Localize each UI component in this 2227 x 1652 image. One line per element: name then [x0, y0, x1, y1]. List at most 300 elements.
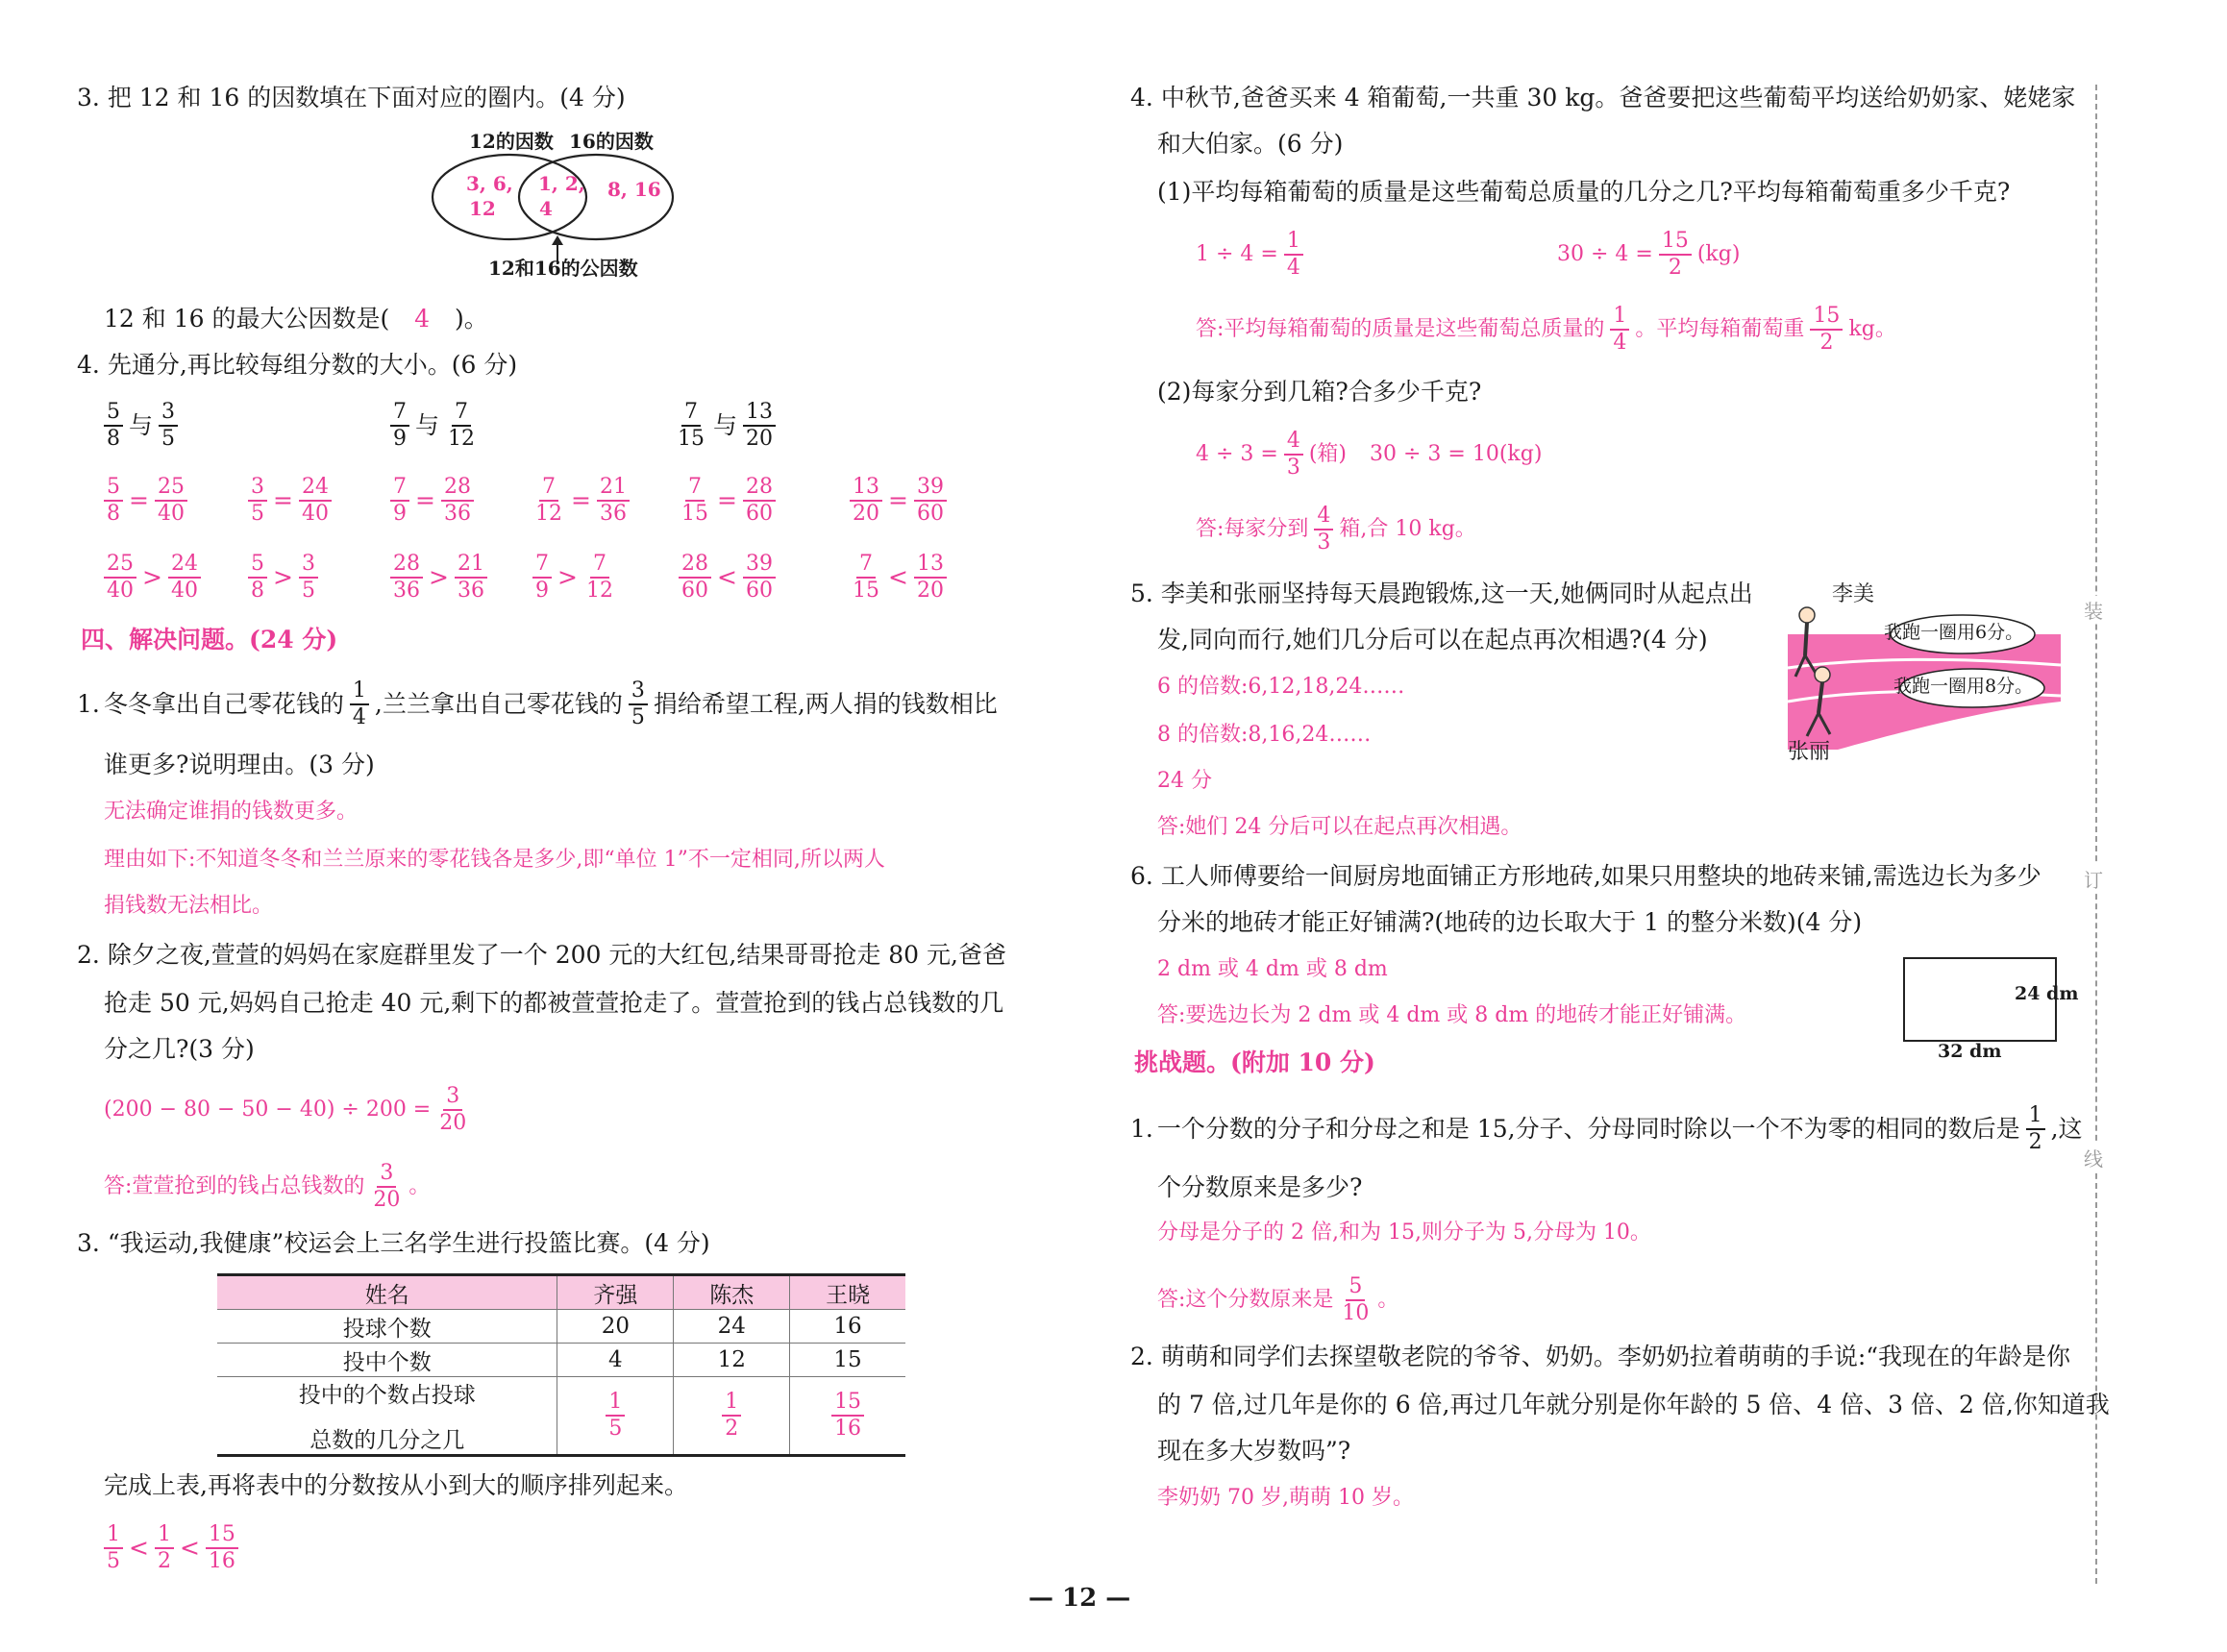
table-row — [217, 1377, 905, 1456]
fraction — [914, 477, 947, 525]
venn-arrow-head — [552, 235, 563, 245]
denominator: 36 — [599, 502, 627, 526]
g2-eq-a — [388, 477, 476, 525]
c1-ans2 — [1157, 1276, 1398, 1324]
table-cell: 投中个数 — [217, 1344, 557, 1377]
text-segment: 工人师傅要给一间厨房地面铺正方形地砖,如果只用整块的地砖来铺,需选边长为多少 — [1160, 862, 2041, 890]
numerator: 28 — [390, 554, 423, 579]
fraction — [1610, 306, 1629, 354]
fraction — [168, 554, 201, 602]
numerator: 1 — [155, 1524, 174, 1549]
text-segment: kg。 — [1848, 317, 1896, 342]
bubble-text-top: 我跑一圈用6分。 — [1884, 622, 2024, 643]
g1-frac-b — [159, 402, 178, 450]
numerator: 15 — [1810, 306, 1843, 331]
numerator: 7 — [539, 477, 558, 502]
p1-answer-2: 理由如下:不知道冬冬和兰兰原来的零花钱各是多少,即“单位 1”不一定相同,所以两人 — [104, 848, 885, 872]
denominator: 4 — [1286, 256, 1300, 280]
fraction — [1284, 431, 1303, 479]
denominator: 60 — [745, 579, 773, 603]
fraction — [597, 477, 630, 525]
denominator: 36 — [457, 579, 484, 603]
yu-2: 与 — [415, 410, 440, 439]
p1-answer-1: 无法确定谁捐的钱数更多。 — [104, 800, 359, 824]
numerator: 5 — [1346, 1276, 1365, 1301]
text-segment: 。 — [1377, 1288, 1399, 1313]
gcd-prefix: 12 和 16 的最大公因数是( — [104, 305, 390, 333]
right-q5-ans1: 6 的倍数:6,12,18,24…… — [1157, 675, 1405, 699]
denominator: 2 — [157, 1549, 171, 1573]
scores-table — [217, 1273, 905, 1457]
c2-line3: 现在多大岁数吗”? — [1157, 1437, 1351, 1465]
text-segment: 2. — [77, 941, 100, 969]
g3-eq-b — [848, 477, 949, 525]
table-header-row — [217, 1275, 905, 1310]
numerator: 15 — [1659, 231, 1692, 256]
g1-frac-a — [104, 402, 123, 450]
c2-line1 — [1130, 1344, 2070, 1371]
fraction — [155, 477, 187, 525]
gcd-line — [104, 306, 488, 333]
denominator: 5 — [608, 1417, 623, 1441]
fraction — [299, 477, 332, 525]
denominator: 5 — [251, 502, 264, 526]
fraction — [1339, 1276, 1372, 1324]
right-q5-ans3: 24 分 — [1157, 769, 1212, 793]
denominator: 36 — [443, 502, 471, 526]
fraction — [104, 477, 123, 525]
numerator: 7 — [452, 402, 471, 427]
yu-3: 与 — [713, 410, 738, 439]
table-cell: 12 — [674, 1344, 790, 1377]
g1-cmp-common — [102, 554, 203, 602]
right-q4-answer1 — [1196, 306, 1896, 354]
denominator: 3 — [1286, 456, 1300, 480]
fraction — [2026, 1105, 2045, 1153]
text-segment: 30 ÷ 3 = 10(kg) — [1370, 442, 1543, 467]
runner-name-top: 李美 — [1832, 582, 1875, 606]
left-q3-line — [77, 85, 626, 112]
runner-bottom-head — [1815, 667, 1830, 682]
c1-line2: 个分数原来是多少? — [1157, 1173, 1363, 1201]
numerator: 24 — [299, 477, 332, 502]
denominator: 12 — [585, 579, 613, 603]
right-q4-sub1: (1)平均每箱葡萄的质量是这些葡萄总质量的几分之几?平均每箱葡萄重多少千克? — [1157, 178, 2011, 206]
fraction — [248, 554, 267, 602]
numerator: 15 — [206, 1524, 238, 1549]
fraction — [455, 554, 487, 602]
p2-line1 — [77, 942, 1006, 970]
denominator: 4 — [352, 705, 366, 729]
denominator: 9 — [393, 502, 407, 526]
denominator: 5 — [301, 579, 315, 603]
text-segment: > — [557, 562, 578, 591]
right-q6-line1 — [1130, 863, 2041, 891]
denominator: 40 — [170, 579, 198, 603]
denominator: 60 — [916, 502, 944, 526]
numerator: 7 — [390, 402, 409, 427]
denominator: 60 — [745, 502, 773, 526]
table-cell: 4 — [557, 1344, 674, 1377]
denominator: 40 — [157, 502, 185, 526]
venn-label-right: 16的因数 — [569, 130, 654, 153]
text-segment: 1. — [1130, 1114, 1153, 1143]
denominator: 15 — [853, 579, 879, 603]
fraction — [679, 477, 711, 525]
text-segment: 30 ÷ 4 = — [1557, 242, 1653, 267]
numerator: 28 — [743, 477, 776, 502]
challenge-heading: 挑战题。(附加 10 分) — [1134, 1048, 1375, 1076]
g2-cmp-orig — [531, 554, 618, 602]
numerator: 3 — [248, 477, 267, 502]
denominator: 40 — [107, 579, 134, 603]
text-segment: = — [571, 485, 591, 514]
text-segment: = — [129, 485, 149, 514]
venn-left-only-1: 3, 6, — [466, 172, 513, 195]
table-cell: 20 — [557, 1310, 674, 1344]
fraction — [743, 554, 776, 602]
table-row — [217, 1310, 905, 1344]
right-q5-line2: 发,同向而行,她们几分后可以在起点再次相遇?(4 分) — [1157, 626, 1708, 653]
numerator: 25 — [104, 554, 136, 579]
text-segment: 4. — [1130, 84, 1153, 111]
numerator: 3 — [299, 554, 318, 579]
fraction — [831, 1392, 864, 1440]
text-segment: 5. — [1130, 579, 1153, 607]
fraction — [1284, 231, 1303, 279]
c2-ans: 李奶奶 70 岁,萌萌 10 岁。 — [1157, 1486, 1414, 1510]
text-segment: (200 − 80 − 50 − 40) ÷ 200 = — [104, 1097, 432, 1122]
binding-mark: 订 — [2084, 865, 2103, 893]
denominator: 15 — [681, 502, 708, 526]
fraction — [914, 554, 947, 602]
denominator: 12 — [535, 502, 562, 526]
denominator: 12 — [448, 427, 476, 451]
g2-cmp-common — [388, 554, 489, 602]
denominator: 5 — [631, 705, 645, 729]
denominator: 20 — [916, 579, 944, 603]
fraction — [850, 554, 882, 602]
numerator: 13 — [914, 554, 947, 579]
text-segment: 。 — [408, 1174, 431, 1199]
numerator: 3 — [629, 680, 648, 705]
table-cell — [674, 1377, 790, 1456]
right-q5-line1 — [1130, 580, 1753, 608]
text-segment: (kg) — [1696, 242, 1741, 267]
g2-frac-a — [390, 402, 409, 450]
g1-eq-b — [246, 477, 334, 525]
right-q5-ans2: 8 的倍数:8,16,24…… — [1157, 723, 1372, 747]
p1-line2: 谁更多?说明理由。(3 分) — [104, 751, 375, 778]
text-segment: 6. — [1130, 862, 1153, 890]
g1-cmp-orig — [246, 554, 320, 602]
text-segment: 4 ÷ 3 = — [1196, 442, 1278, 467]
table-header-cell: 王晓 — [790, 1275, 905, 1310]
numerator: 7 — [856, 554, 876, 579]
g2-frac-b — [445, 402, 478, 450]
denominator: 16 — [208, 1549, 235, 1573]
denominator: 20 — [439, 1111, 467, 1135]
text-segment: 捐给希望工程,两人捐的钱数相比 — [653, 689, 998, 718]
fraction — [606, 1392, 625, 1440]
text-segment: < — [717, 562, 737, 591]
venn-common-2: 4 — [539, 197, 553, 220]
denominator: 16 — [834, 1417, 862, 1441]
denominator: 60 — [681, 579, 708, 603]
fraction — [743, 477, 776, 525]
table-cell: 15 — [790, 1344, 905, 1377]
right-q4-calc2 — [1557, 231, 1740, 279]
p3-order — [102, 1524, 240, 1572]
p2-calc — [104, 1086, 471, 1134]
denominator: 20 — [373, 1188, 401, 1212]
text-segment: = — [717, 485, 737, 514]
fraction — [679, 554, 711, 602]
p2-line2: 抢走 50 元,妈妈自己抢走 40 元,剩下的都被萱萱抢走了。萱萱抢到的钱占总钱数的几 — [104, 989, 1004, 1017]
g1-eq-a — [102, 477, 189, 525]
denominator: 8 — [251, 579, 264, 603]
yu-1: 与 — [129, 410, 154, 439]
numerator: 1 — [722, 1392, 741, 1417]
text-segment: 答:这个分数原来是 — [1157, 1288, 1334, 1313]
venn-label-left: 12的因数 — [469, 130, 554, 153]
fraction — [206, 1524, 238, 1572]
table-cell — [557, 1377, 674, 1456]
text-segment: < — [179, 1533, 200, 1562]
numerator: 1 — [104, 1524, 123, 1549]
text-segment: ,这 — [2050, 1114, 2083, 1143]
numerator: 28 — [441, 477, 474, 502]
left-q4-line — [77, 352, 517, 380]
numerator: 28 — [679, 554, 711, 579]
text-segment: 1. — [77, 689, 100, 718]
group1-pair — [102, 402, 180, 450]
fraction — [370, 1163, 403, 1211]
fraction — [390, 477, 409, 525]
venn-common-1: 1, 2, — [538, 172, 585, 195]
q4-text: 先通分,再比较每组分数的大小。(6 分) — [107, 351, 518, 379]
g3-frac-b — [743, 402, 776, 450]
denominator: 9 — [393, 427, 407, 451]
fraction — [248, 477, 267, 525]
numerator: 13 — [743, 402, 776, 427]
text-segment: 2. — [1130, 1343, 1153, 1370]
denominator: 20 — [853, 502, 879, 526]
rect-height-label: 24 dm — [2015, 983, 2079, 1004]
p1-answer-3: 捐钱数无法相比。 — [104, 894, 274, 918]
text-segment: > — [429, 562, 449, 591]
fraction — [390, 554, 423, 602]
table-header-cell: 姓名 — [217, 1275, 557, 1310]
right-q4-answer2 — [1196, 505, 1476, 554]
numerator: 4 — [1314, 505, 1333, 530]
binding-cut-line — [2095, 85, 2097, 1584]
numerator: 4 — [1284, 431, 1303, 456]
g3-frac-a — [675, 402, 707, 450]
numerator: 3 — [443, 1086, 462, 1111]
q3-text: 把 12 和 16 的因数填在下面对应的圈内。(4 分) — [107, 84, 626, 111]
numerator: 3 — [159, 402, 178, 427]
gcd-suffix: )。 — [455, 305, 488, 333]
table-cell — [790, 1377, 905, 1456]
venn-common-label: 12和16的公因数 — [488, 257, 638, 280]
bubble-text-bottom: 我跑一圈用8分。 — [1893, 676, 2034, 697]
numerator: 3 — [377, 1163, 396, 1188]
p3-line — [77, 1230, 710, 1258]
denominator: 5 — [107, 1549, 120, 1573]
table-cell: 24 — [674, 1310, 790, 1344]
table-row — [217, 1344, 905, 1377]
numerator: 24 — [168, 554, 201, 579]
runner-top-body — [1805, 623, 1807, 655]
c1-line1 — [1130, 1105, 2083, 1153]
text-segment: > — [273, 562, 293, 591]
numerator: 7 — [590, 554, 609, 579]
denominator: 8 — [107, 427, 120, 451]
denominator: 40 — [301, 502, 329, 526]
fraction — [629, 680, 648, 728]
numerator: 21 — [455, 554, 487, 579]
numerator: 39 — [914, 477, 947, 502]
fraction — [299, 554, 318, 602]
denominator: 20 — [746, 427, 774, 451]
right-q4-calc1 — [1196, 231, 1305, 279]
g3-cmp-common — [677, 554, 778, 602]
table-cell: 投球个数 — [217, 1310, 557, 1344]
fraction — [1810, 306, 1843, 354]
right-q4-line1 — [1130, 85, 2075, 112]
text-segment: < — [888, 562, 908, 591]
p3-after: 完成上表,再将表中的分数按从小到大的顺序排列起来。 — [104, 1471, 688, 1499]
group3-pair — [673, 402, 778, 450]
fraction — [583, 554, 616, 602]
c2-line2: 的 7 倍,过几年是你的 6 倍,再过几年就分别是你年龄的 5 倍、4 倍、3 倍、2 倍,你知道我 — [1157, 1391, 2110, 1418]
denominator: 8 — [107, 502, 120, 526]
numerator: 5 — [248, 554, 267, 579]
numerator: 1 — [2026, 1105, 2045, 1130]
numerator: 5 — [104, 402, 123, 427]
rect-width-label: 32 dm — [1938, 1041, 2002, 1062]
p2-answer — [104, 1163, 430, 1211]
numerator: 13 — [850, 477, 882, 502]
text-segment: 冬冬拿出自己零花钱的 — [103, 689, 344, 718]
fraction — [104, 554, 136, 602]
text-segment: 除夕之夜,萱萱的妈妈在家庭群里发了一个 200 元的大红包,结果哥哥抢走 80 元,爸爸 — [107, 941, 1006, 969]
denominator: 2 — [1668, 256, 1682, 280]
p1-line1 — [77, 680, 998, 728]
right-q5-ans4: 答:她们 24 分后可以在起点再次相遇。 — [1157, 815, 1522, 839]
numerator: 7 — [681, 402, 701, 427]
text-segment: = — [415, 485, 435, 514]
text-segment: 萌萌和同学们去探望敬老院的爷爷、奶奶。李奶奶拉着萌萌的手说:“我现在的年龄是你 — [1160, 1343, 2071, 1370]
denominator: 10 — [1342, 1301, 1370, 1325]
right-q6-line2: 分米的地砖才能正好铺满?(地砖的边长取大于 1 的整分米数)(4 分) — [1157, 908, 1863, 936]
fraction — [436, 1086, 469, 1134]
denominator: 2 — [725, 1417, 739, 1441]
q3-number: 3. — [77, 84, 100, 111]
table-cell: 16 — [790, 1310, 905, 1344]
text-segment: 1 ÷ 4 = — [1196, 242, 1278, 267]
venn-left-only-2: 12 — [469, 197, 496, 220]
binding-mark: 装 — [2084, 596, 2103, 624]
denominator: 36 — [393, 579, 420, 603]
g2-eq-b — [531, 477, 631, 525]
right-q4-line2: 和大伯家。(6 分) — [1157, 130, 1344, 158]
numerator: 5 — [104, 477, 123, 502]
venn-left-ellipse — [433, 155, 586, 239]
text-segment: 总数的几分之几 — [309, 1428, 465, 1453]
fraction — [155, 1524, 174, 1572]
denominator: 5 — [161, 427, 176, 451]
text-segment: 一个分数的分子和分母之和是 15,分子、分母同时除以一个不为零的相同的数后是 — [1156, 1114, 2020, 1143]
numerator: 7 — [390, 477, 409, 502]
text-segment: = — [888, 485, 908, 514]
c1-ans1: 分母是分子的 2 倍,和为 15,则分子为 5,分母为 10。 — [1157, 1221, 1651, 1245]
right-q6-ans2: 答:要选边长为 2 dm 或 4 dm 或 8 dm 的地砖才能正好铺满。 — [1157, 1003, 1747, 1027]
text-segment: 。平均每箱葡萄重 — [1635, 317, 1805, 342]
numerator: 1 — [1284, 231, 1303, 256]
text-segment: > — [142, 562, 162, 591]
page-number: — 12 — — [1028, 1584, 1131, 1613]
denominator: 2 — [1819, 331, 1834, 355]
venn-right-only: 8, 16 — [607, 178, 661, 201]
section4-heading: 四、解决问题。(24 分) — [81, 626, 338, 653]
text-segment: 答:平均每箱葡萄的质量是这些葡萄总质量的 — [1196, 317, 1605, 342]
denominator: 4 — [1613, 331, 1627, 355]
numerator: 1 — [606, 1392, 625, 1417]
fraction — [350, 680, 369, 728]
numerator: 7 — [532, 554, 552, 579]
fraction — [1659, 231, 1692, 279]
fraction — [850, 477, 882, 525]
g3-eq-a — [677, 477, 778, 525]
runner-name-bottom: 张丽 — [1788, 740, 1831, 764]
table-header-cell: 齐强 — [557, 1275, 674, 1310]
fraction — [722, 1392, 741, 1440]
numerator: 25 — [155, 477, 187, 502]
numerator: 1 — [350, 680, 369, 705]
gcd-answer: 4 — [414, 305, 431, 333]
text-segment: 箱,合 10 kg。 — [1339, 517, 1476, 542]
right-q6-ans1: 2 dm 或 4 dm 或 8 dm — [1157, 957, 1388, 981]
right-q4-sub2: (2)每家分到几箱?合多少千克? — [1157, 378, 1482, 406]
denominator: 3 — [1317, 530, 1331, 555]
group2-pair — [388, 402, 480, 450]
numerator: 7 — [685, 477, 705, 502]
text-segment: 3. — [77, 1229, 100, 1257]
fraction — [532, 554, 552, 602]
text-segment: = — [273, 485, 293, 514]
text-segment: < — [129, 1533, 149, 1562]
text-segment: “我运动,我健康”校运会上三名学生进行投篮比赛。(4 分) — [107, 1229, 710, 1257]
fraction — [104, 1524, 123, 1572]
denominator: 15 — [678, 427, 705, 451]
numerator: 21 — [597, 477, 630, 502]
fraction — [441, 477, 474, 525]
numerator: 15 — [831, 1392, 864, 1417]
fraction — [1314, 505, 1333, 554]
table-cell — [217, 1377, 557, 1456]
denominator: 9 — [535, 579, 549, 603]
table-header-cell: 陈杰 — [674, 1275, 790, 1310]
runner-top-head — [1799, 607, 1815, 623]
g3-cmp-orig — [848, 554, 949, 602]
text-segment: 李美和张丽坚持每天晨跑锻炼,这一天,她俩同时从起点出 — [1160, 579, 1753, 607]
numerator: 39 — [743, 554, 776, 579]
numerator: 1 — [1610, 306, 1629, 331]
text-segment: 中秋节,爸爸买来 4 箱葡萄,一共重 30 kg。爸爸要把这些葡萄平均送给奶奶家、姥姥家 — [1160, 84, 2076, 111]
text-segment: 答:萱萱抢到的钱占总钱数的 — [104, 1174, 365, 1199]
